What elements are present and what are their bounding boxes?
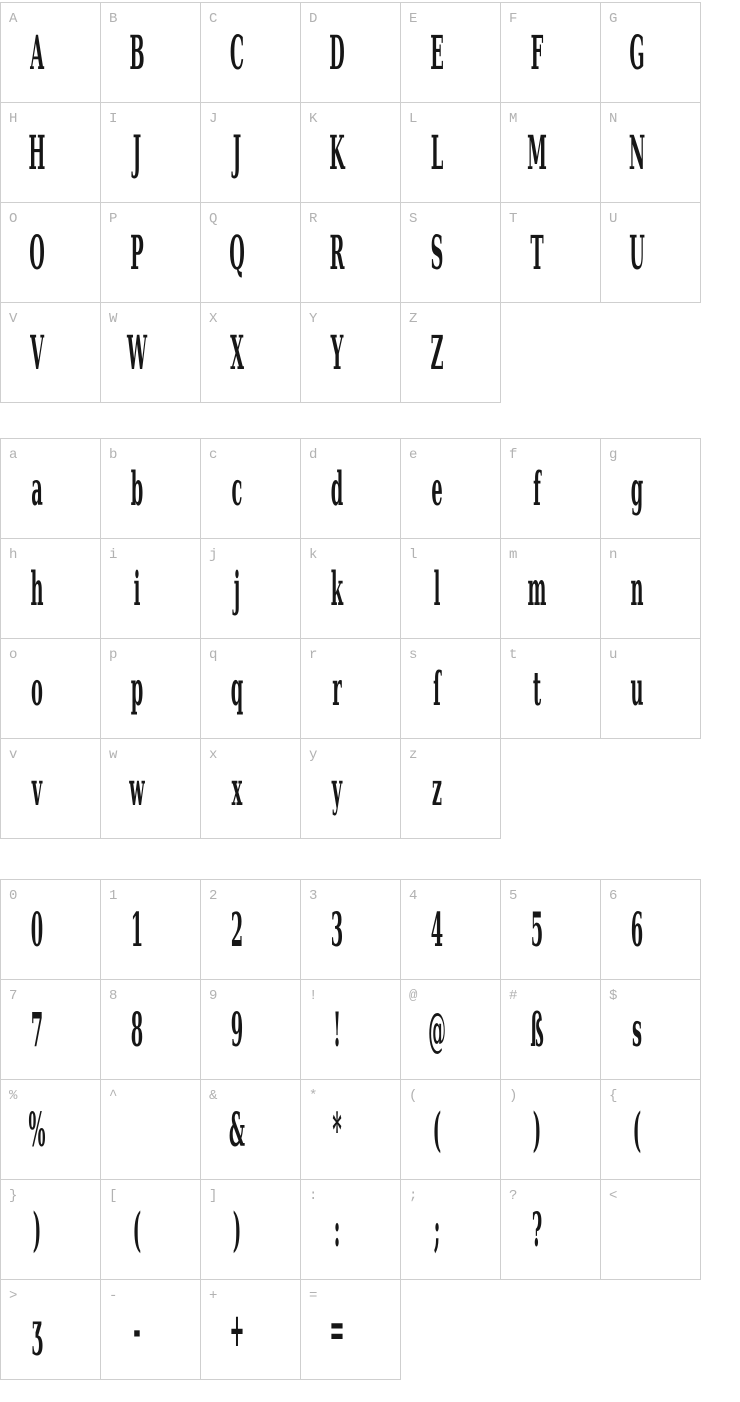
glyph-cell — [100, 1079, 201, 1180]
glyph-preview: Q — [229, 225, 245, 281]
cell-label: w — [109, 747, 118, 763]
glyph-preview: 7 — [30, 1002, 44, 1058]
glyph-cell — [400, 102, 501, 203]
cell-label: k — [309, 547, 318, 563]
glyph-preview: N — [628, 125, 646, 181]
glyph-row — [1, 1280, 702, 1380]
glyph-cell — [600, 1079, 701, 1180]
glyph-cell — [200, 202, 301, 303]
glyph-preview: q — [230, 661, 244, 717]
glyph-preview: x — [231, 761, 243, 817]
cell-label: z — [409, 747, 418, 763]
glyph-preview: L — [430, 125, 444, 181]
glyph-cell — [0, 638, 101, 739]
glyph-preview: V — [30, 325, 44, 381]
cell-label: { — [609, 1088, 618, 1104]
cell-label: 0 — [9, 888, 18, 904]
glyph-preview: + — [229, 1302, 245, 1358]
glyph-row — [1, 1180, 702, 1280]
glyph-preview: g — [630, 461, 644, 517]
cell-label: A — [9, 11, 18, 27]
cell-label: L — [409, 111, 418, 127]
glyph-cell — [300, 2, 401, 103]
cell-label: O — [9, 211, 18, 227]
cell-label: % — [9, 1088, 18, 1104]
glyph-preview: t — [532, 661, 542, 717]
glyph-cell — [500, 102, 601, 203]
glyph-cell — [100, 979, 201, 1080]
glyph-row — [1, 980, 702, 1080]
glyph-preview: o — [31, 661, 43, 717]
glyph-cell — [0, 1179, 101, 1280]
glyph-cell — [200, 538, 301, 639]
glyph-preview: S — [430, 225, 444, 281]
cell-label: 3 — [309, 888, 318, 904]
numbers-symbols-table — [0, 879, 702, 1380]
glyph-cell — [200, 102, 301, 203]
glyph-cell — [400, 879, 501, 980]
cell-label: & — [209, 1088, 218, 1104]
glyph-preview: u — [630, 661, 644, 717]
glyph-preview: ! — [333, 1002, 341, 1058]
glyph-cell — [500, 1079, 601, 1180]
glyph-preview: : — [333, 1202, 341, 1258]
cell-label: 1 — [109, 888, 118, 904]
glyph-cell — [0, 1079, 101, 1180]
glyph-cell — [600, 202, 701, 303]
cell-label: = — [309, 1288, 318, 1304]
glyph-preview: y — [331, 761, 343, 817]
glyph-cell — [300, 638, 401, 739]
cell-label: n — [609, 547, 618, 563]
glyph-preview: J — [132, 125, 142, 181]
cell-label: H — [9, 111, 18, 127]
cell-label: q — [209, 647, 218, 663]
glyph-cell — [500, 438, 601, 539]
glyph-cell — [200, 1079, 301, 1180]
glyph-preview: H — [28, 125, 46, 181]
cell-label: ! — [309, 988, 318, 1004]
glyph-cell — [0, 738, 101, 839]
glyph-cell — [200, 1279, 301, 1380]
cell-label: l — [409, 547, 418, 563]
glyph-preview: K — [329, 125, 345, 181]
glyph-cell — [100, 638, 201, 739]
lowercase-table — [0, 438, 702, 839]
glyph-preview: - — [133, 1302, 141, 1358]
glyph-cell — [200, 979, 301, 1080]
cell-label: o — [9, 647, 18, 663]
cell-label: ? — [509, 1188, 518, 1204]
glyph-preview: U — [629, 225, 645, 281]
glyph-cell — [600, 102, 701, 203]
cell-label: ] — [209, 1188, 218, 1204]
glyph-row — [1, 639, 702, 739]
glyph-cell — [0, 979, 101, 1080]
glyph-preview — [123, 1084, 150, 1176]
cell-label: E — [409, 11, 418, 27]
glyph-preview: C — [229, 25, 245, 81]
glyph-cell — [400, 538, 501, 639]
glyph-cell — [300, 738, 401, 839]
glyph-preview: b — [130, 461, 144, 517]
glyph-preview: G — [629, 25, 645, 81]
glyph-cell — [300, 438, 401, 539]
glyph-preview: h — [30, 561, 44, 617]
cell-label: 9 — [209, 988, 218, 1004]
glyph-cell — [100, 102, 201, 203]
glyph-cell — [300, 1279, 401, 1380]
glyph-cell — [600, 1179, 701, 1280]
glyph-preview: d — [330, 461, 344, 517]
glyph-cell — [500, 1179, 601, 1280]
glyph-preview: % — [28, 1102, 46, 1158]
glyph-row — [1, 3, 702, 103]
cell-label: @ — [409, 988, 418, 1004]
glyph-preview: A — [30, 25, 44, 81]
cell-label: K — [309, 111, 318, 127]
glyph-row — [1, 303, 702, 403]
glyph-preview: r — [332, 661, 342, 717]
glyph-preview: & — [228, 1102, 246, 1158]
glyph-cell — [0, 1279, 101, 1380]
glyph-preview: ? — [531, 1202, 543, 1258]
glyph-cell — [500, 2, 601, 103]
glyph-cell — [600, 2, 701, 103]
glyph-cell — [300, 202, 401, 303]
glyph-preview: 4 — [430, 902, 444, 958]
cell-label: G — [609, 11, 618, 27]
cell-label: [ — [109, 1188, 118, 1204]
glyph-preview: f — [533, 461, 541, 517]
cell-label: c — [209, 447, 218, 463]
glyph-preview: ( — [132, 1202, 142, 1258]
glyph-cell — [100, 1179, 201, 1280]
glyph-preview: = — [329, 1302, 345, 1358]
glyph-cell — [500, 879, 601, 980]
glyph-cell — [400, 638, 501, 739]
glyph-cell — [0, 438, 101, 539]
cell-label: : — [309, 1188, 318, 1204]
cell-label: r — [309, 647, 318, 663]
glyph-preview: a — [31, 461, 43, 517]
glyph-cell — [100, 302, 201, 403]
glyph-preview — [623, 1184, 650, 1276]
glyph-preview: 1 — [130, 902, 144, 958]
cell-label: 7 — [9, 988, 18, 1004]
glyph-preview: O — [29, 225, 45, 281]
glyph-cell — [300, 879, 401, 980]
glyph-cell — [200, 2, 301, 103]
glyph-preview: 6 — [630, 902, 644, 958]
glyph-cell — [400, 1179, 501, 1280]
glyph-cell — [0, 879, 101, 980]
glyph-cell — [600, 438, 701, 539]
glyph-cell — [300, 302, 401, 403]
cell-label: X — [209, 311, 218, 327]
glyph-row — [1, 539, 702, 639]
cell-label: P — [109, 211, 118, 227]
cell-label: Y — [309, 311, 318, 327]
cell-label: C — [209, 11, 218, 27]
glyph-preview: P — [130, 225, 144, 281]
glyph-cell — [600, 638, 701, 739]
cell-label: V — [9, 311, 18, 327]
glyph-preview: n — [630, 561, 644, 617]
glyph-preview: s — [631, 1002, 643, 1058]
cell-label: u — [609, 647, 618, 663]
cell-label: 6 — [609, 888, 618, 904]
glyph-cell — [500, 202, 601, 303]
glyph-preview: v — [31, 761, 43, 817]
glyph-preview: 5 — [530, 902, 544, 958]
glyph-preview: p — [130, 661, 144, 717]
glyph-preview: w — [129, 761, 145, 817]
cell-label: W — [109, 311, 118, 327]
cell-label: Z — [409, 311, 418, 327]
glyph-preview: 2 — [230, 902, 244, 958]
glyph-row — [1, 739, 702, 839]
cell-label: - — [109, 1288, 118, 1304]
cell-label: R — [309, 211, 318, 227]
cell-label: i — [109, 547, 118, 563]
cell-label: j — [209, 547, 218, 563]
glyph-preview: D — [329, 25, 345, 81]
cell-label: g — [609, 447, 618, 463]
glyph-preview: 0 — [30, 902, 44, 958]
glyph-preview: ) — [532, 1102, 542, 1158]
glyph-cell — [500, 638, 601, 739]
glyph-cell — [100, 1279, 201, 1380]
glyph-preview: ( — [432, 1102, 442, 1158]
cell-label: e — [409, 447, 418, 463]
uppercase-table — [0, 2, 702, 403]
glyph-preview: 3 — [330, 902, 344, 958]
glyph-preview: F — [530, 25, 544, 81]
glyph-preview: i — [133, 561, 141, 617]
glyph-cell — [100, 202, 201, 303]
glyph-cell — [300, 1179, 401, 1280]
glyph-cell — [600, 979, 701, 1080]
glyph-preview: T — [530, 225, 544, 281]
glyph-preview: c — [231, 461, 243, 517]
cell-label: $ — [609, 988, 618, 1004]
cell-label: B — [109, 11, 118, 27]
glyph-cell — [400, 202, 501, 303]
cell-label: 4 — [409, 888, 418, 904]
cell-label: ) — [509, 1088, 518, 1104]
glyph-cell — [500, 538, 601, 639]
cell-label: v — [9, 747, 18, 763]
glyph-cell — [100, 879, 201, 980]
cell-label: U — [609, 211, 618, 227]
cell-label: 8 — [109, 988, 118, 1004]
glyph-cell — [600, 879, 701, 980]
glyph-cell — [0, 538, 101, 639]
glyph-preview: J — [232, 125, 242, 181]
cell-label: y — [309, 747, 318, 763]
cell-label: t — [509, 647, 518, 663]
glyph-cell — [200, 738, 301, 839]
glyph-preview: M — [527, 125, 547, 181]
glyph-cell — [400, 1079, 501, 1180]
glyph-row — [1, 1080, 702, 1180]
cell-label: ( — [409, 1088, 418, 1104]
cell-label: f — [509, 447, 518, 463]
glyph-preview: m — [527, 561, 547, 617]
glyph-preview: 9 — [230, 1002, 244, 1058]
glyph-cell — [200, 1179, 301, 1280]
glyph-preview: k — [330, 561, 344, 617]
glyph-cell — [0, 302, 101, 403]
cell-label: M — [509, 111, 518, 127]
cell-label: D — [309, 11, 318, 27]
cell-label: m — [509, 547, 518, 563]
cell-label: + — [209, 1288, 218, 1304]
glyph-cell — [200, 302, 301, 403]
glyph-cell — [200, 638, 301, 739]
glyph-cell — [600, 538, 701, 639]
glyph-preview: ( — [632, 1102, 642, 1158]
glyph-cell — [300, 538, 401, 639]
cell-label: I — [109, 111, 118, 127]
cell-label: ^ — [109, 1088, 118, 1104]
glyph-preview: R — [329, 225, 345, 281]
cell-label: S — [409, 211, 418, 227]
cell-label: p — [109, 647, 118, 663]
cell-label: b — [109, 447, 118, 463]
glyph-cell — [200, 879, 301, 980]
glyph-cell — [0, 2, 101, 103]
glyph-preview: 8 — [130, 1002, 144, 1058]
glyph-preview: e — [431, 461, 443, 517]
glyph-cell — [400, 738, 501, 839]
glyph-cell — [0, 202, 101, 303]
glyph-cell — [300, 979, 401, 1080]
glyph-preview: Y — [330, 325, 344, 381]
glyph-preview: @ — [428, 1002, 446, 1058]
glyph-cell — [100, 538, 201, 639]
glyph-cell — [200, 438, 301, 539]
glyph-preview: ʒ — [31, 1302, 43, 1358]
glyph-preview: j — [233, 561, 241, 617]
character-map — [0, 2, 740, 1380]
glyph-preview: E — [430, 25, 444, 81]
glyph-cell — [400, 302, 501, 403]
glyph-preview: W — [126, 325, 148, 381]
glyph-cell — [100, 2, 201, 103]
cell-label: a — [9, 447, 18, 463]
glyph-row — [1, 203, 702, 303]
glyph-cell — [100, 738, 201, 839]
cell-label: h — [9, 547, 18, 563]
glyph-cell — [0, 102, 101, 203]
cell-label: 5 — [509, 888, 518, 904]
cell-label: # — [509, 988, 518, 1004]
glyph-preview: l — [433, 561, 441, 617]
cell-label: s — [409, 647, 418, 663]
cell-label: x — [209, 747, 218, 763]
cell-label: < — [609, 1188, 618, 1204]
glyph-row — [1, 880, 702, 980]
cell-label: N — [609, 111, 618, 127]
cell-label: > — [9, 1288, 18, 1304]
glyph-cell — [400, 438, 501, 539]
glyph-preview: ) — [232, 1202, 242, 1258]
glyph-row — [1, 439, 702, 539]
glyph-row — [1, 103, 702, 203]
cell-label: 2 — [209, 888, 218, 904]
cell-label: Q — [209, 211, 218, 227]
glyph-preview: Z — [430, 325, 444, 381]
cell-label: } — [9, 1188, 18, 1204]
glyph-cell — [400, 2, 501, 103]
glyph-cell — [300, 1079, 401, 1180]
glyph-preview: ) — [32, 1202, 42, 1258]
cell-label: J — [209, 111, 218, 127]
glyph-preview: z — [431, 761, 443, 817]
glyph-preview: B — [129, 25, 145, 81]
glyph-cell — [100, 438, 201, 539]
glyph-preview: ſ — [433, 661, 441, 717]
cell-label: * — [309, 1088, 318, 1104]
glyph-cell — [500, 979, 601, 1080]
glyph-cell — [300, 102, 401, 203]
cell-label: T — [509, 211, 518, 227]
glyph-preview: * — [332, 1102, 342, 1158]
glyph-preview: X — [230, 325, 244, 381]
glyph-preview: ; — [433, 1202, 441, 1258]
glyph-cell — [400, 979, 501, 1080]
cell-label: ; — [409, 1188, 418, 1204]
glyph-preview: ß — [530, 1002, 544, 1058]
cell-label: F — [509, 11, 518, 27]
cell-label: d — [309, 447, 318, 463]
